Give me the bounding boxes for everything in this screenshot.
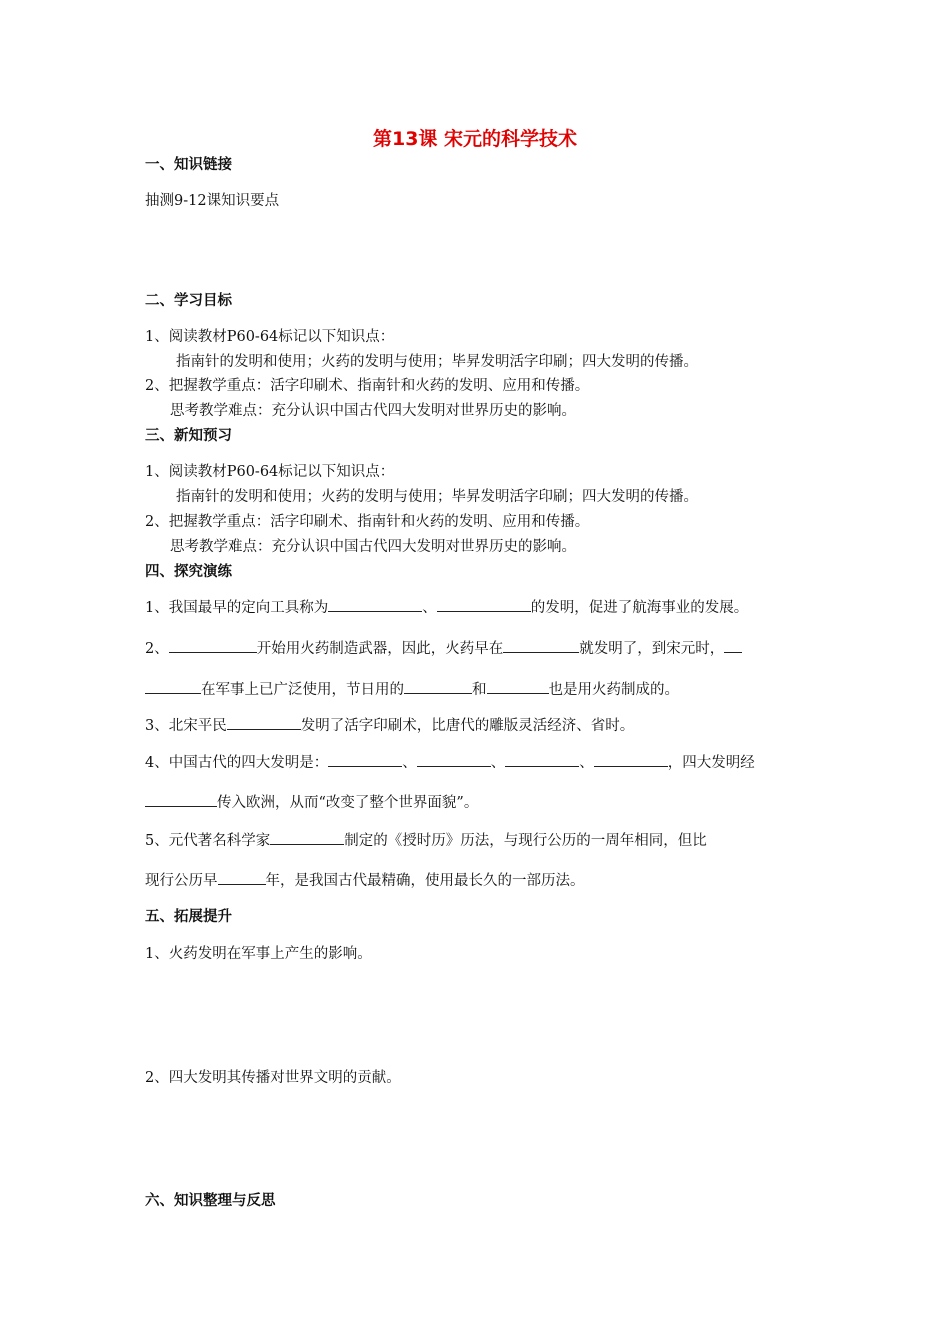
extension-item-1: 1、火药发明在军事上产生的影响。 [145, 946, 372, 962]
answer-blank[interactable] [417, 752, 491, 767]
section-heading-preview: 三、新知预习 [145, 428, 232, 444]
section-heading-knowledge-link: 一、知识链接 [145, 157, 232, 173]
question-5-cont: 现行公历早 年，是我国古代最精确，使用最长久的一部历法。 [145, 869, 585, 890]
goals-item-1: 1、阅读教材P60-64标记以下知识点： [145, 329, 395, 345]
answer-blank[interactable] [169, 638, 257, 653]
lesson-title: 第13课 宋元的科学技术 [372, 128, 578, 150]
question-3: 3、北宋平民 发明了活字印刷术，比唐代的雕版灵活经济、省时。 [145, 714, 634, 735]
answer-blank[interactable] [505, 752, 579, 767]
question-1: 1、我国最早的定向工具称为 、 的发明，促进了航海事业的发展。 [145, 596, 748, 617]
preview-item-1: 1、阅读教材P60-64标记以下知识点： [145, 464, 395, 480]
question-4-cont: 传入欧洲，从而“改变了整个世界面貌”。 [145, 791, 478, 812]
answer-blank[interactable] [145, 679, 201, 694]
answer-blank[interactable] [503, 638, 579, 653]
answer-blank[interactable] [227, 715, 301, 730]
answer-blank[interactable] [145, 792, 217, 807]
answer-blank[interactable] [724, 638, 742, 653]
section-heading-extension: 五、拓展提升 [145, 909, 232, 925]
section-heading-learning-goals: 二、学习目标 [145, 293, 232, 309]
answer-blank[interactable] [328, 597, 422, 612]
answer-blank[interactable] [218, 870, 266, 885]
question-4: 4、中国古代的四大发明是： 、 、 、 ，四大发明经 [145, 751, 755, 772]
question-2: 2、 开始用火药制造武器，因此，火药早在 就发明了，到宋元时， [145, 637, 742, 658]
goals-item-1-detail: 指南针的发明和使用；火药的发明与使用；毕昇发明活字印刷；四大发明的传播。 [176, 354, 698, 370]
question-2-cont: 在军事上已广泛使用，节日用的 和 也是用火药制成的。 [145, 678, 679, 699]
preview-item-1-detail: 指南针的发明和使用；火药的发明与使用；毕昇发明活字印刷；四大发明的传播。 [176, 489, 698, 505]
answer-blank[interactable] [437, 597, 531, 612]
knowledge-link-text: 抽测9-12课知识要点 [145, 193, 280, 209]
extension-item-2: 2、四大发明其传播对世界文明的贡献。 [145, 1070, 401, 1086]
answer-blank[interactable] [404, 679, 472, 694]
section-heading-practice: 四、探究演练 [145, 564, 232, 580]
goals-item-2-detail: 思考教学难点：充分认识中国古代四大发明对世界历史的影响。 [170, 403, 576, 419]
answer-blank[interactable] [328, 752, 402, 767]
preview-item-2-detail: 思考教学难点：充分认识中国古代四大发明对世界历史的影响。 [170, 539, 576, 555]
answer-blank[interactable] [594, 752, 668, 767]
goals-item-2: 2、把握教学重点：活字印刷术、指南针和火药的发明、应用和传播。 [145, 378, 590, 394]
answer-blank[interactable] [487, 679, 549, 694]
answer-blank[interactable] [270, 830, 344, 845]
preview-item-2: 2、把握教学重点：活字印刷术、指南针和火药的发明、应用和传播。 [145, 514, 590, 530]
question-5: 5、元代著名科学家 制定的《授时历》历法，与现行公历的一周年相同，但比 [145, 829, 707, 850]
section-heading-reflection: 六、知识整理与反思 [145, 1193, 276, 1209]
